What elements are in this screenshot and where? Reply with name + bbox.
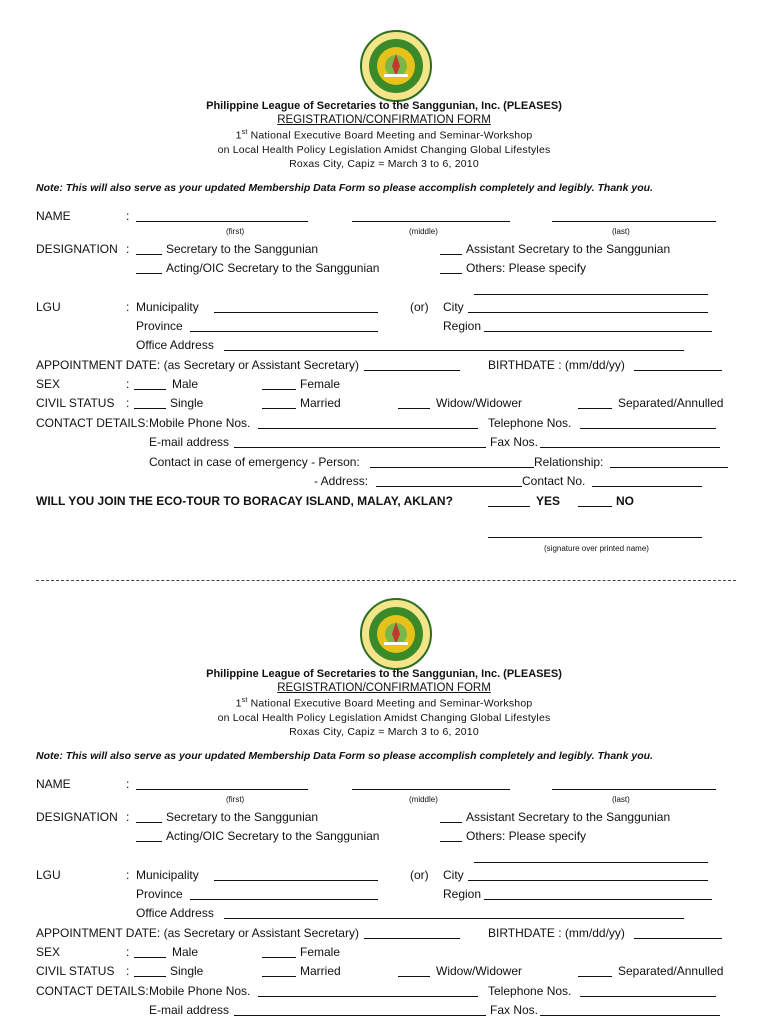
email-field[interactable]	[234, 447, 486, 448]
office-address-label: Office Address	[136, 906, 214, 920]
secretary-checkbox[interactable]	[136, 254, 162, 255]
female-option: Female	[300, 377, 341, 391]
female-option: Female	[300, 945, 341, 959]
civil-status-label: CIVIL STATUS	[36, 396, 115, 410]
first-caption: (first)	[226, 227, 245, 236]
office-address-field[interactable]	[224, 918, 684, 919]
province-field[interactable]	[190, 331, 378, 332]
fax-field[interactable]	[540, 447, 720, 448]
emergency-address-field[interactable]	[376, 486, 522, 487]
male-option: Male	[172, 377, 199, 391]
relationship-field[interactable]	[610, 467, 728, 468]
region-label: Region	[443, 319, 482, 333]
middle-name-field[interactable]	[352, 789, 510, 790]
city-label: City	[443, 300, 464, 314]
widow-checkbox[interactable]	[398, 408, 430, 409]
appointment-date-field[interactable]	[364, 938, 460, 939]
org-title: Philippine League of Secretaries to the Sanggunian, Inc. (PLEASES)	[206, 100, 562, 112]
colon: :	[126, 242, 130, 256]
married-option: Married	[300, 396, 341, 410]
appointment-date-field[interactable]	[364, 370, 460, 371]
mobile-field[interactable]	[258, 428, 478, 429]
separated-option: Separated/Annulled	[618, 964, 724, 978]
assistant-option: Assistant Secretary to the Sanggunian	[466, 242, 671, 256]
form-copy-2	[0, 568, 768, 1024]
province-field[interactable]	[190, 899, 378, 900]
name-label: NAME	[36, 209, 71, 223]
colon: :	[126, 396, 130, 410]
female-checkbox[interactable]	[262, 957, 296, 958]
province-label: Province	[136, 319, 183, 333]
designation-label: DESIGNATION	[36, 242, 118, 256]
region-field[interactable]	[484, 331, 712, 332]
contact-details-label: CONTACT DETAILS:	[36, 984, 149, 998]
colon: :	[126, 868, 130, 882]
male-checkbox[interactable]	[134, 957, 166, 958]
event-line-1: 1st National Executive Board Meeting and Seminar-Workshop	[235, 129, 533, 142]
civil-status-label: CIVIL STATUS	[36, 964, 115, 978]
single-checkbox[interactable]	[134, 976, 166, 977]
event-line-1: 1st National Executive Board Meeting and Seminar-Workshop	[235, 697, 533, 710]
middle-name-field[interactable]	[352, 221, 510, 222]
secretary-option: Secretary to the Sanggunian	[166, 810, 319, 824]
municipality-label: Municipality	[136, 300, 199, 314]
assistant-option: Assistant Secretary to the Sanggunian	[466, 810, 671, 824]
colon: :	[126, 777, 130, 791]
note-text: Note: This will also serve as your updated Membership Data Form so please accomplish completely and legibly. Thank you.	[36, 750, 653, 762]
org-title: Philippine League of Secretaries to the Sanggunian, Inc. (PLEASES)	[206, 668, 562, 680]
note-text: Note: This will also serve as your updated Membership Data Form so please accomplish completely and legibly. Thank you.	[36, 182, 653, 194]
sex-label: SEX	[36, 377, 61, 391]
yes-option: YES	[536, 494, 561, 508]
signature-field[interactable]	[488, 537, 702, 538]
last-caption: (last)	[612, 795, 630, 804]
province-label: Province	[136, 887, 183, 901]
telephone-field[interactable]	[580, 996, 716, 997]
city-field[interactable]	[468, 880, 708, 881]
yes-checkbox[interactable]	[488, 506, 530, 507]
no-option: NO	[616, 494, 634, 508]
secretary-option: Secretary to the Sanggunian	[166, 242, 319, 256]
separated-checkbox[interactable]	[578, 408, 612, 409]
married-option: Married	[300, 964, 341, 978]
contact-details-label: CONTACT DETAILS:	[36, 416, 149, 430]
married-checkbox[interactable]	[262, 976, 296, 977]
fax-label: Fax Nos.	[490, 1003, 539, 1017]
colon: :	[126, 209, 130, 223]
or-label: (or)	[410, 868, 429, 882]
colon: :	[126, 945, 130, 959]
assistant-checkbox[interactable]	[440, 822, 462, 823]
colon: :	[126, 300, 130, 314]
municipality-field[interactable]	[214, 880, 378, 881]
first-name-field[interactable]	[136, 789, 308, 790]
relationship-label: Relationship:	[534, 455, 604, 469]
others-option: Others: Please specify	[466, 261, 587, 275]
region-label: Region	[443, 887, 482, 901]
birthdate-field[interactable]	[634, 370, 722, 371]
fax-field[interactable]	[540, 1015, 720, 1016]
mobile-field[interactable]	[258, 996, 478, 997]
single-option: Single	[170, 964, 204, 978]
ecotour-question: WILL YOU JOIN THE ECO-TOUR TO BORACAY ISLAND, MALAY, AKLAN?	[36, 494, 453, 508]
middle-caption: (middle)	[409, 795, 438, 804]
event-line-3: Roxas City, Capiz = March 3 to 6, 2010	[289, 158, 479, 170]
email-label: E-mail address	[149, 1003, 230, 1017]
contact-no-label: Contact No.	[522, 474, 586, 488]
or-label: (or)	[410, 300, 429, 314]
colon: :	[126, 964, 130, 978]
telephone-field[interactable]	[580, 428, 716, 429]
mobile-label: Mobile Phone Nos.	[149, 416, 251, 430]
pleases-seal-logo-icon	[360, 30, 432, 102]
separated-option: Separated/Annulled	[618, 396, 724, 410]
colon: :	[126, 377, 130, 391]
acting-checkbox[interactable]	[136, 273, 162, 274]
office-address-label: Office Address	[136, 338, 214, 352]
last-name-field[interactable]	[552, 221, 716, 222]
widow-option: Widow/Widower	[436, 964, 523, 978]
email-label: E-mail address	[149, 435, 230, 449]
telephone-label: Telephone Nos.	[488, 416, 572, 430]
secretary-checkbox[interactable]	[136, 822, 162, 823]
region-field[interactable]	[484, 899, 712, 900]
mobile-label: Mobile Phone Nos.	[149, 984, 251, 998]
others-specify-field[interactable]	[474, 294, 708, 295]
emergency-person-field[interactable]	[370, 467, 534, 468]
assistant-checkbox[interactable]	[440, 254, 462, 255]
event-line-3: Roxas City, Capiz = March 3 to 6, 2010	[289, 726, 479, 738]
name-label: NAME	[36, 777, 71, 791]
municipality-field[interactable]	[214, 312, 378, 313]
telephone-label: Telephone Nos.	[488, 984, 572, 998]
form-title: REGISTRATION/CONFIRMATION FORM	[277, 114, 491, 126]
pleases-seal-logo-icon	[360, 598, 432, 670]
married-checkbox[interactable]	[262, 408, 296, 409]
acting-option: Acting/OIC Secretary to the Sanggunian	[166, 261, 380, 275]
colon: :	[126, 810, 130, 824]
acting-option: Acting/OIC Secretary to the Sanggunian	[166, 829, 380, 843]
last-caption: (last)	[612, 227, 630, 236]
no-checkbox[interactable]	[578, 506, 612, 507]
birthdate-field[interactable]	[634, 938, 722, 939]
widow-option: Widow/Widower	[436, 396, 523, 410]
single-checkbox[interactable]	[134, 408, 166, 409]
acting-checkbox[interactable]	[136, 841, 162, 842]
last-name-field[interactable]	[552, 789, 716, 790]
email-field[interactable]	[234, 1015, 486, 1016]
birthdate-label: BIRTHDATE : (mm/dd/yy)	[488, 358, 625, 372]
separated-checkbox[interactable]	[578, 976, 612, 977]
fax-label: Fax Nos.	[490, 435, 539, 449]
middle-caption: (middle)	[409, 227, 438, 236]
contact-no-field[interactable]	[592, 486, 702, 487]
first-caption: (first)	[226, 795, 245, 804]
city-field[interactable]	[468, 312, 708, 313]
designation-label: DESIGNATION	[36, 810, 118, 824]
others-checkbox[interactable]	[440, 273, 462, 274]
lgu-label: LGU	[36, 300, 61, 314]
male-checkbox[interactable]	[134, 389, 166, 390]
female-checkbox[interactable]	[262, 389, 296, 390]
others-option: Others: Please specify	[466, 829, 587, 843]
event-line-2: on Local Health Policy Legislation Amidst Changing Global Lifestyles	[217, 144, 551, 156]
birthdate-label: BIRTHDATE : (mm/dd/yy)	[488, 926, 625, 940]
appointment-date-label: APPOINTMENT DATE: (as Secretary or Assistant Secretary)	[36, 358, 359, 372]
lgu-label: LGU	[36, 868, 61, 882]
first-name-field[interactable]	[136, 221, 308, 222]
event-line-2: on Local Health Policy Legislation Amidst Changing Global Lifestyles	[217, 712, 551, 724]
others-specify-field[interactable]	[474, 862, 708, 863]
signature-caption: (signature over printed name)	[544, 544, 649, 553]
municipality-label: Municipality	[136, 868, 199, 882]
form-title: REGISTRATION/CONFIRMATION FORM	[277, 682, 491, 694]
emergency-person-label: Contact in case of emergency - Person:	[149, 455, 360, 469]
widow-checkbox[interactable]	[398, 976, 430, 977]
male-option: Male	[172, 945, 199, 959]
emergency-address-label: - Address:	[314, 474, 369, 488]
sex-label: SEX	[36, 945, 61, 959]
city-label: City	[443, 868, 464, 882]
office-address-field[interactable]	[224, 350, 684, 351]
single-option: Single	[170, 396, 204, 410]
appointment-date-label: APPOINTMENT DATE: (as Secretary or Assistant Secretary)	[36, 926, 359, 940]
others-checkbox[interactable]	[440, 841, 462, 842]
